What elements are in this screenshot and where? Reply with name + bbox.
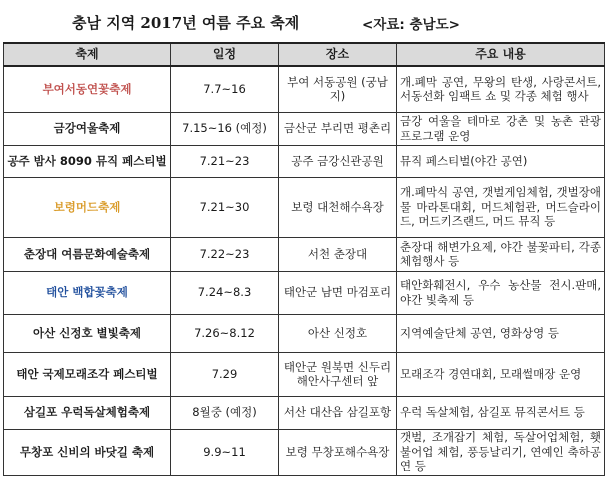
festival-place: 서천 춘장대: [279, 237, 397, 271]
festival-content: 지역예술단체 공연, 영화상영 등: [397, 314, 605, 352]
festival-place: 공주 금강신관공원: [279, 145, 397, 177]
table-row: [4, 177, 605, 237]
table-row: [4, 429, 605, 475]
festival-date: 7.21~23: [171, 145, 279, 177]
festival-date: 8월중 (예정): [171, 396, 279, 429]
festival-place: 금산군 부리면 평촌리: [279, 112, 397, 145]
festival-date: 7.15~16 (예정): [171, 112, 279, 145]
table-row: [4, 352, 605, 396]
festival-date: 7.24~8.3: [171, 271, 279, 314]
festival-name: 춘장대 여름문화예술축제: [4, 237, 171, 271]
source-note: <자료: 충남도>: [362, 17, 460, 33]
festival-content: 개.폐막 공연, 무왕의 탄생, 사랑콘서트, 서동선화 임팩트 쇼 및 각종 체험 행사: [397, 66, 605, 112]
festival-date: 7.7~16: [171, 66, 279, 112]
title-bar: [0, 8, 608, 38]
festival-place: 태안군 남면 마검포리: [279, 271, 397, 314]
table-row: [4, 112, 605, 145]
festival-name: 아산 신정호 별빛축제: [4, 314, 171, 352]
festival-name: 태안 국제모래조각 페스티벌: [4, 352, 171, 396]
table-row: [4, 237, 605, 271]
table-row: [4, 66, 605, 112]
column-header-place: 장소: [279, 43, 397, 66]
festival-name: 삼길포 우럭독살체험축제: [4, 396, 171, 429]
festival-place: 서산 대산읍 삼길포항: [279, 396, 397, 429]
festival-place: 태안군 원북면 신두리 해안사구센터 앞: [279, 352, 397, 396]
festival-name: 태안 백합꽃축제: [4, 271, 171, 314]
table-header-row: [4, 43, 605, 66]
festival-name: 공주 밤사 8090 뮤직 페스티벌: [4, 145, 171, 177]
festival-name: 무창포 신비의 바닷길 축제: [4, 429, 171, 475]
column-header-schedule: 일정: [171, 43, 279, 66]
festival-content: 우럭 독살체험, 삼길포 뮤직콘서트 등: [397, 396, 605, 429]
table-row: [4, 271, 605, 314]
festival-date: 7.22~23: [171, 237, 279, 271]
festival-content: 뮤직 페스티벌(야간 공연): [397, 145, 605, 177]
table-row: [4, 145, 605, 177]
table-row: [4, 314, 605, 352]
festival-name: 보령머드축제: [4, 177, 171, 237]
festival-date: 7.29: [171, 352, 279, 396]
festival-place: 부여 서동공원 (궁남지): [279, 66, 397, 112]
page-title: 충남 지역 2017년 여름 주요 축제: [72, 14, 300, 32]
festival-date: 7.21~30: [171, 177, 279, 237]
festival-place: 아산 신정호: [279, 314, 397, 352]
column-header-festival: 축제: [4, 43, 171, 66]
table-row: [4, 396, 605, 429]
festival-table: [3, 42, 605, 476]
festival-content: 춘장대 해변가요제, 야간 불꽃파티, 각종 체험행사 등: [397, 237, 605, 271]
festival-name: 부여서동연꽃축제: [4, 66, 171, 112]
column-header-content: 주요 내용: [397, 43, 605, 66]
festival-content: 갯벌, 조개잡기 체험, 독살어업체험, 횃불어업 체험, 풍등날리기, 연예인 축하공연 등: [397, 429, 605, 475]
festival-place: 보령 대천해수욕장: [279, 177, 397, 237]
festival-content: 금강 여울을 테마로 강촌 및 농촌 관광 프로그램 운영: [397, 112, 605, 145]
festival-date: 7.26~8.12: [171, 314, 279, 352]
festival-place: 보령 무창포해수욕장: [279, 429, 397, 475]
festival-content: 모래조각 경연대회, 모래썰매장 운영: [397, 352, 605, 396]
festival-date: 9.9~11: [171, 429, 279, 475]
festival-content: 개.폐막식 공연, 갯벌게임체험, 갯벌장애물 마라톤대회, 머드체험관, 머드슬라이드, 머드키즈랜드, 머드 뮤직 등: [397, 177, 605, 237]
festival-name: 금강여울축제: [4, 112, 171, 145]
festival-content: 태안화훼전시, 우수 농산물 전시.판매, 야간 빛축제 등: [397, 271, 605, 314]
